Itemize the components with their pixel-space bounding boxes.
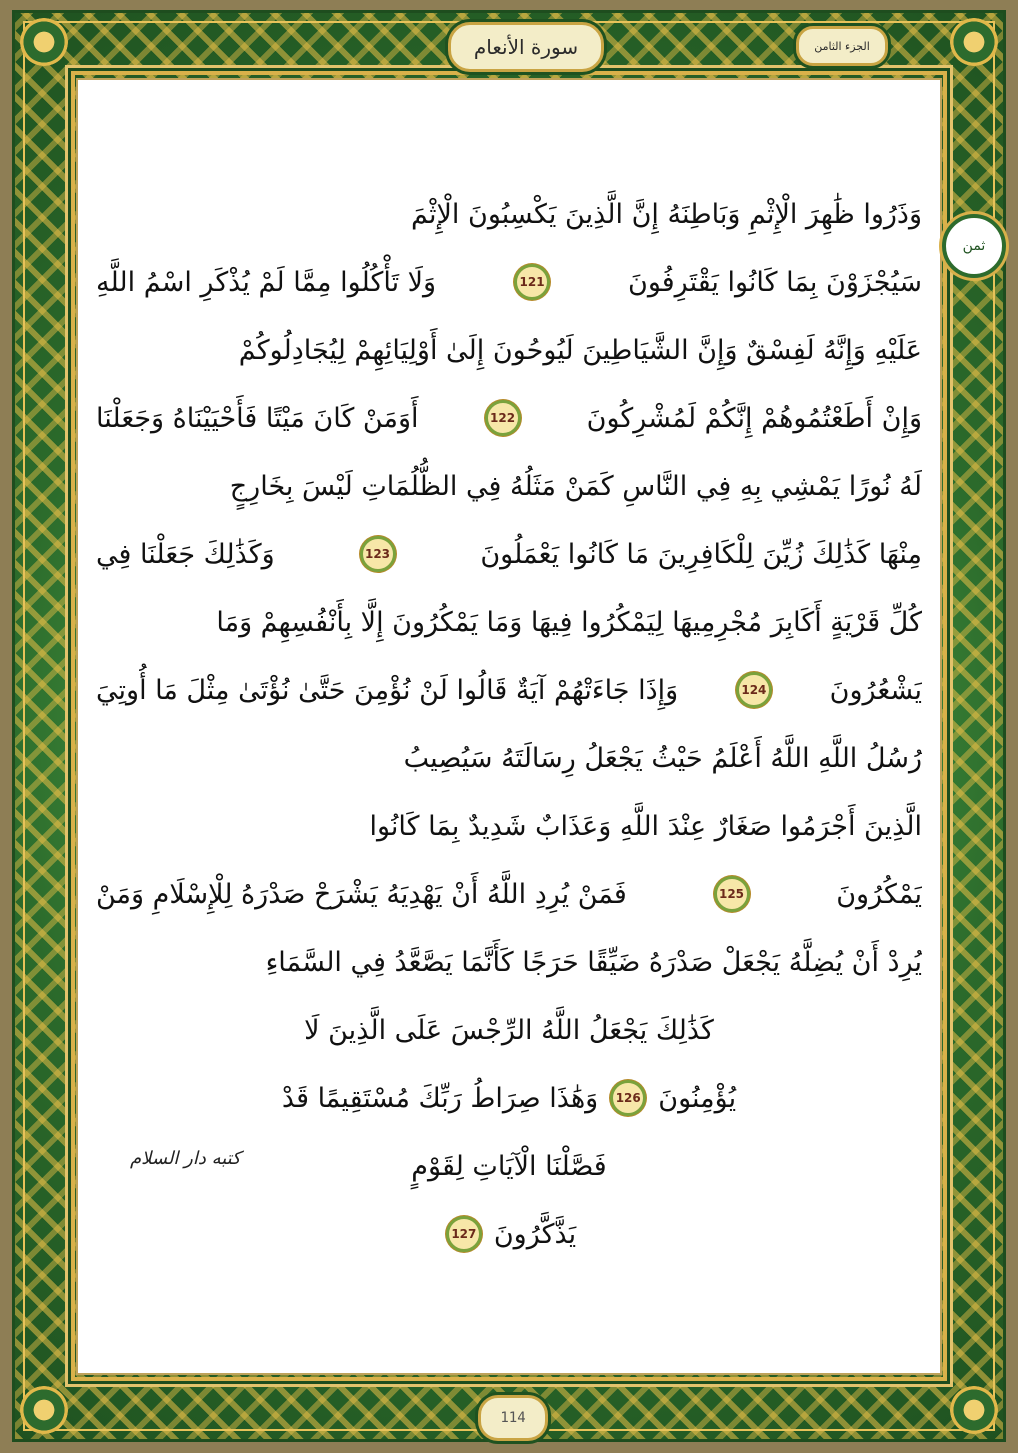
text-segment: الَّذِينَ أَجْرَمُوا صَغَارٌ عِنْدَ اللَّهِ وَعَذَابٌ شَدِيدٌ بِمَا كَانُوا bbox=[369, 810, 922, 842]
ayah-number-marker: 127 bbox=[446, 1216, 482, 1252]
text-segment: رُسُلُ اللَّهِ اللَّهُ أَعْلَمُ حَيْثُ يَجْعَلُ رِسَالَتَهُ سَيُصِيبُ bbox=[403, 742, 922, 774]
text-segment: وَهَٰذَا صِرَاطُ رَبِّكَ مُسْتَقِيمًا قَدْ bbox=[281, 1082, 599, 1114]
text-line bbox=[96, 656, 922, 724]
ayah-number-marker: 121 bbox=[514, 264, 550, 300]
text-line bbox=[96, 1200, 922, 1268]
text-segment: وَكَذَٰلِكَ جَعَلْنَا فِي bbox=[96, 538, 275, 570]
text-segment: أَوَمَنْ كَانَ مَيْتًا فَأَحْيَيْنَاهُ وَجَعَلْنَا bbox=[96, 402, 419, 434]
text-segment: يَمْكُرُونَ bbox=[836, 878, 922, 910]
surah-title: سورة الأنعام bbox=[448, 22, 604, 72]
text-segment: سَيُجْزَوْنَ بِمَا كَانُوا يَقْتَرِفُونَ bbox=[627, 266, 922, 298]
text-segment: كَذَٰلِكَ يَجْعَلُ اللَّهُ الرِّجْسَ عَلَى الَّذِينَ لَا bbox=[304, 1014, 714, 1046]
text-segment: فَمَنْ يُرِدِ اللَّهُ أَنْ يَهْدِيَهُ يَشْرَحْ صَدْرَهُ لِلْإِسْلَامِ وَمَنْ bbox=[96, 878, 627, 910]
juz-label: الجزء الثامن bbox=[796, 26, 888, 66]
text-segment: كُلِّ قَرْيَةٍ أَكَابِرَ مُجْرِمِيهَا لِيَمْكُرُوا فِيهَا وَمَا يَمْكُرُونَ إِلَّا بِأَنْفُسِهِمْ وَمَا bbox=[216, 606, 922, 638]
text-line bbox=[96, 248, 922, 316]
ayah-number-marker: 126 bbox=[610, 1080, 646, 1116]
text-segment: وَلَا تَأْكُلُوا مِمَّا لَمْ يُذْكَرِ اسْمُ اللَّهِ bbox=[96, 266, 437, 298]
text-line bbox=[96, 1064, 922, 1132]
text-segment: يُؤْمِنُونَ bbox=[658, 1082, 737, 1114]
text-segment: يَذَّكَّرُونَ bbox=[493, 1218, 577, 1250]
calligrapher-signature: كتبه دار السلام bbox=[130, 1148, 241, 1169]
text-segment: يَشْعُرُونَ bbox=[829, 674, 922, 706]
corner-ornament-bottom-left bbox=[20, 1386, 68, 1434]
text-segment: مِنْهَا كَذَٰلِكَ زُيِّنَ لِلْكَافِرِينَ مَا كَانُوا يَعْمَلُونَ bbox=[480, 538, 922, 570]
text-line bbox=[96, 316, 922, 384]
text-line bbox=[96, 384, 922, 452]
hizb-marker: ثمن bbox=[942, 214, 1006, 278]
text-line bbox=[96, 724, 922, 792]
text-segment: عَلَيْهِ وَإِنَّهُ لَفِسْقٌ وَإِنَّ الشَّيَاطِينَ لَيُوحُونَ إِلَىٰ أَوْلِيَائِهِمْ لِيُجَادِلُوكُمْ bbox=[238, 334, 922, 366]
corner-ornament-top-right bbox=[950, 18, 998, 66]
quran-text bbox=[96, 180, 922, 1268]
corner-ornament-bottom-right bbox=[950, 1386, 998, 1434]
text-line bbox=[96, 520, 922, 588]
text-line bbox=[96, 996, 922, 1064]
text-segment: يُرِدْ أَنْ يُضِلَّهُ يَجْعَلْ صَدْرَهُ ضَيِّقًا حَرَجًا كَأَنَّمَا يَصَّعَّدُ فِي السَّمَاءِ bbox=[265, 946, 922, 978]
text-segment: وَذَرُوا ظَٰهِرَ الْإِثْمِ وَبَاطِنَهُ إِنَّ الَّذِينَ يَكْسِبُونَ الْإِثْمَ bbox=[411, 198, 922, 230]
text-line bbox=[96, 860, 922, 928]
page-number: 114 bbox=[478, 1395, 548, 1441]
text-line bbox=[96, 928, 922, 996]
text-segment: لَهُ نُورًا يَمْشِي بِهِ فِي النَّاسِ كَمَنْ مَثَلُهُ فِي الظُّلُمَاتِ لَيْسَ بِخَارِجٍ bbox=[229, 470, 922, 502]
text-line bbox=[96, 588, 922, 656]
ayah-number-marker: 125 bbox=[714, 876, 750, 912]
text-line bbox=[96, 452, 922, 520]
text-segment: وَإِنْ أَطَعْتُمُوهُمْ إِنَّكُمْ لَمُشْرِكُونَ bbox=[586, 402, 922, 434]
ayah-number-marker: 124 bbox=[736, 672, 772, 708]
text-line bbox=[96, 180, 922, 248]
text-segment: وَإِذَا جَاءَتْهُمْ آيَةٌ قَالُوا لَنْ نُؤْمِنَ حَتَّىٰ نُؤْتَىٰ مِثْلَ مَا أُوتِيَ bbox=[96, 674, 679, 706]
corner-ornament-top-left bbox=[20, 18, 68, 66]
ayah-number-marker: 122 bbox=[485, 400, 521, 436]
text-segment: فَصَّلْنَا الْآيَاتِ لِقَوْمٍ bbox=[411, 1150, 607, 1182]
text-line bbox=[96, 792, 922, 860]
ayah-number-marker: 123 bbox=[360, 536, 396, 572]
